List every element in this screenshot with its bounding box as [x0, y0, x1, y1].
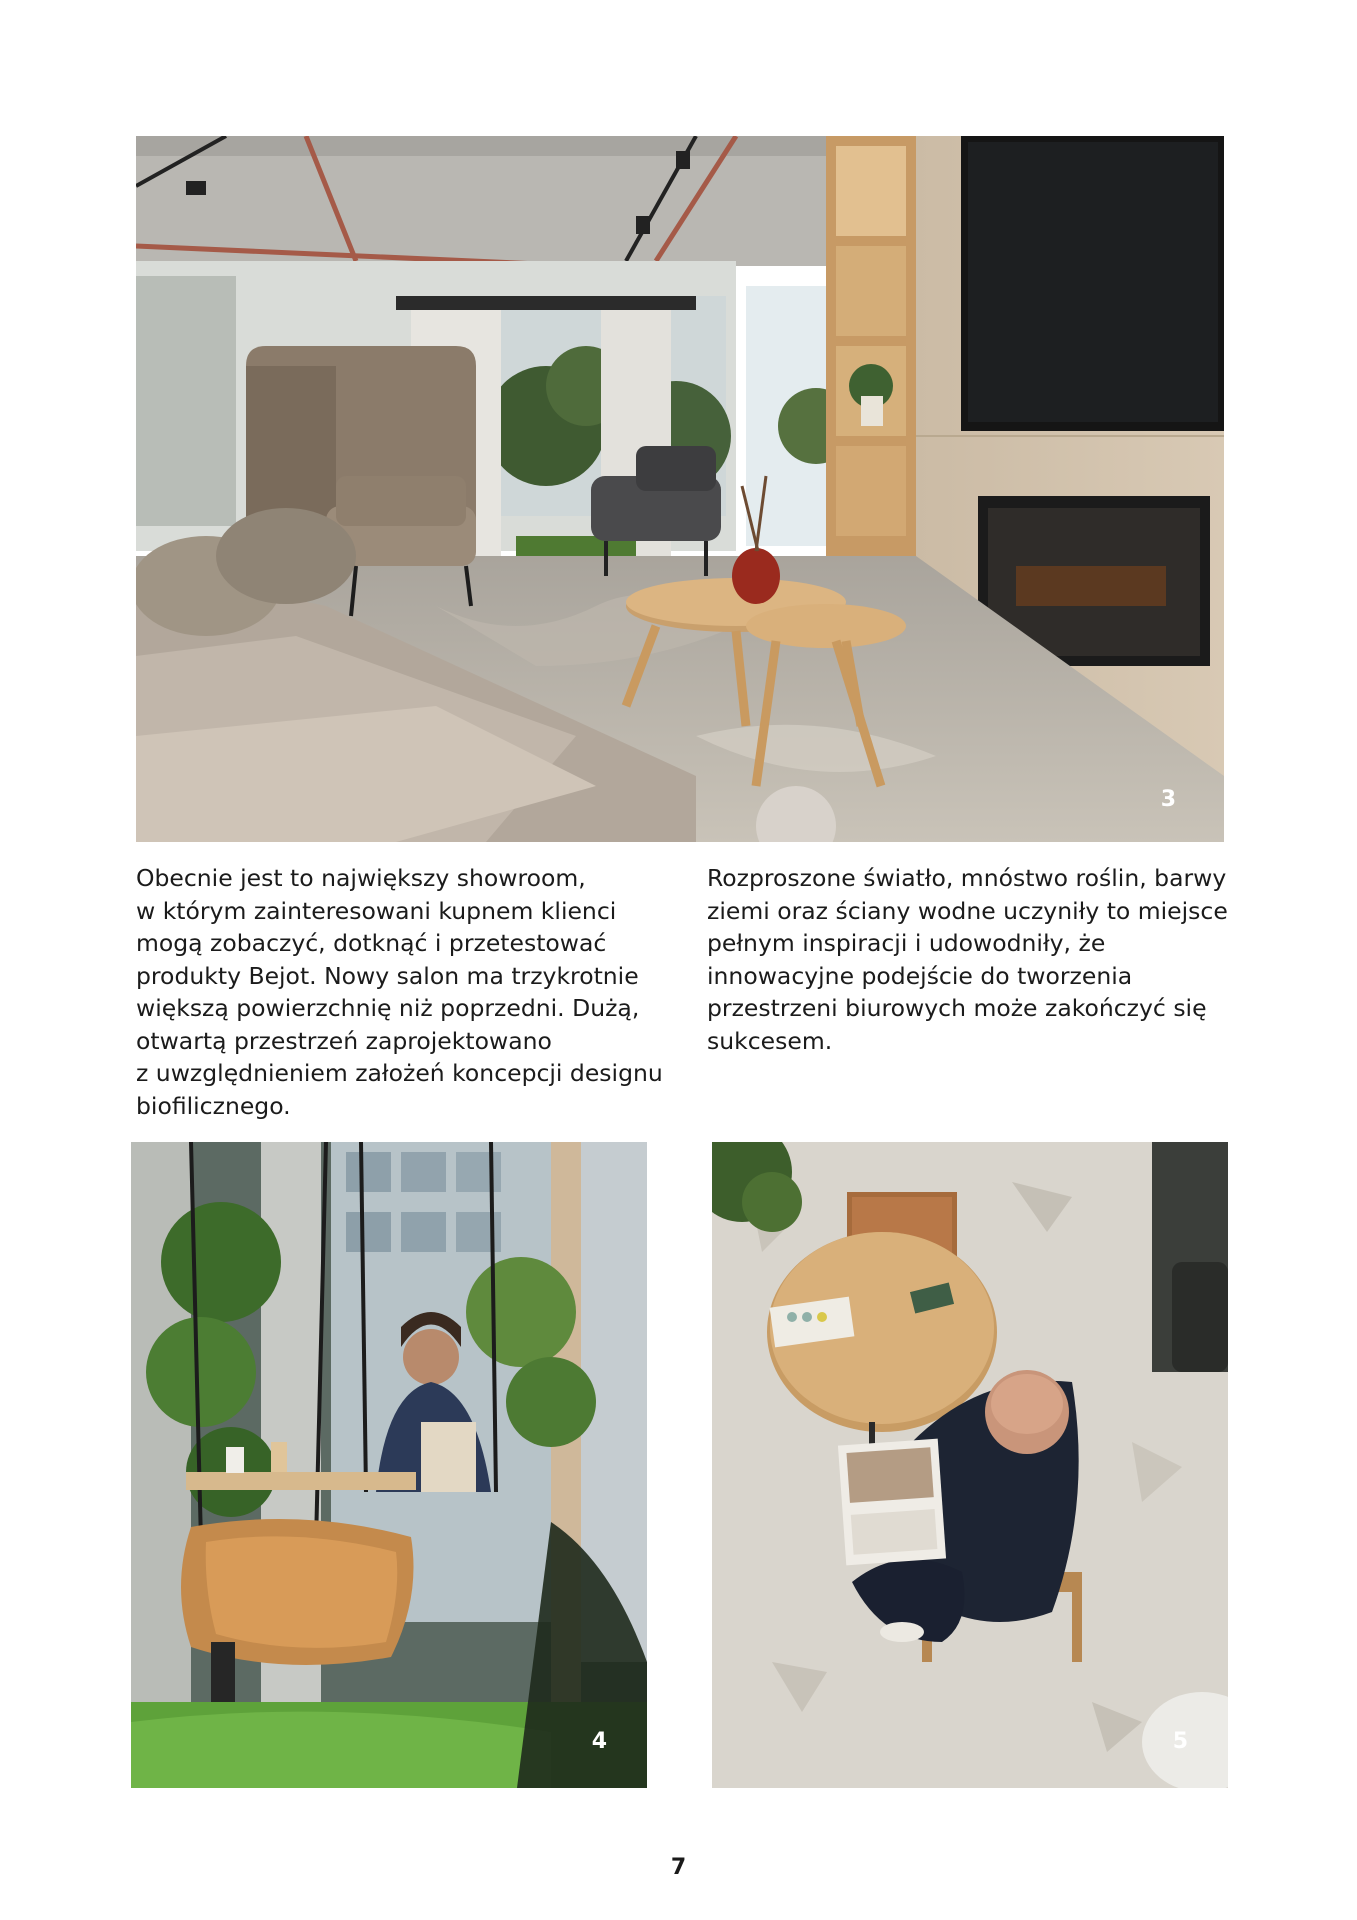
- text-line: Obecnie jest to największy showroom,: [136, 864, 586, 892]
- text-line: z uwzględnieniem założeń koncepcji designu: [136, 1059, 663, 1087]
- photo-showroom-lounge-image: [136, 136, 1224, 842]
- text-line: biofilicznego.: [136, 1091, 291, 1120]
- text-line: mogą zobaczyć, dotknąć i przetestować: [136, 929, 607, 957]
- photo-reading-table-image: [712, 1142, 1228, 1788]
- page-number: 7: [670, 1855, 687, 1880]
- photo-number: 3: [1160, 787, 1176, 812]
- text-line: w którym zainteresowani kupnem klienci: [136, 896, 617, 925]
- photo-number: 5: [1172, 1729, 1188, 1754]
- photo-showroom-lounge: [136, 136, 1224, 842]
- text-line: innowacyjne podejście do tworzenia: [707, 961, 1133, 990]
- text-line: ziemi oraz ściany wodne uczyniły to miejsce: [707, 896, 1228, 925]
- photo-number: 4: [591, 1729, 607, 1754]
- body-text-left: [136, 862, 676, 1122]
- text-line: sukcesem.: [707, 1026, 833, 1055]
- text-line: pełnym inspiracji i udowodniły, że: [707, 929, 1106, 957]
- photo-reading-table: [712, 1142, 1228, 1788]
- text-line: większą powierzchnię niż poprzedni. Dużą,: [136, 994, 640, 1022]
- photo-swing-chair: [131, 1142, 647, 1788]
- text-line: otwartą przestrzeń zaprojektowano: [136, 1026, 552, 1055]
- text-line: produkty Bejot. Nowy salon ma trzykrotnie: [136, 961, 639, 990]
- text-line: Rozproszone światło, mnóstwo roślin, barwy: [707, 864, 1227, 892]
- body-text-right: [707, 862, 1227, 1057]
- photo-swing-chair-image: [131, 1142, 647, 1788]
- text-line: przestrzeni biurowych może zakończyć się: [707, 994, 1207, 1022]
